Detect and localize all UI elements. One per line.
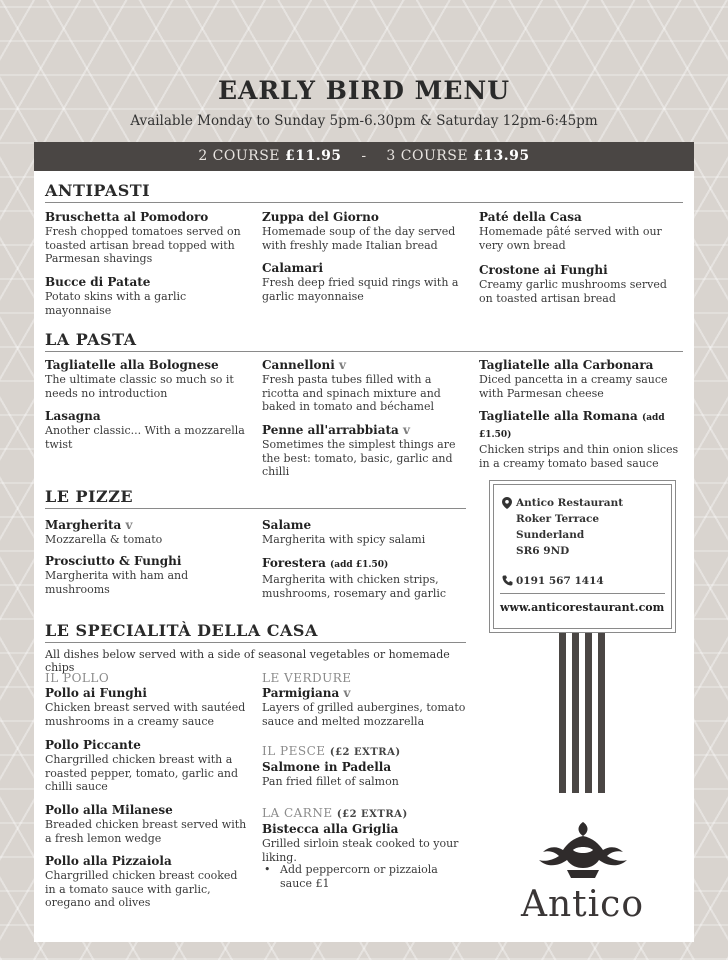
item-name-text: Tagliatelle alla Romana xyxy=(479,409,638,423)
menu-item xyxy=(45,409,250,451)
price-separator: - xyxy=(361,148,367,164)
address-postcode: SR6 9ND xyxy=(516,545,570,557)
item-name-text: Cannelloni xyxy=(262,358,335,372)
contact-divider xyxy=(500,593,665,594)
menu-item xyxy=(45,854,250,910)
item-desc: Diced pancetta in a creamy sauce with Parmesan cheese xyxy=(479,373,668,400)
item-desc: Fresh pasta tubes filled with a ricotta and spinach mixture and baked in tomato and béchamel xyxy=(262,373,441,413)
header xyxy=(0,0,728,142)
menu-item xyxy=(262,210,462,252)
item-desc: Mozzarella & tomato xyxy=(45,533,163,546)
verdure-subhead: LE VERDURE xyxy=(262,671,352,685)
bullet-dot: • xyxy=(264,863,271,876)
item-desc: Grilled sirloin steak cooked to your liking. xyxy=(262,837,459,864)
item-name: Pollo Piccante xyxy=(45,738,141,752)
menu-item xyxy=(45,210,250,266)
menu-item xyxy=(262,760,467,789)
sides-note: All dishes below served with a side of seasonal vegetables or homemade chips xyxy=(45,648,450,674)
pesce-extra: (£2 EXTRA) xyxy=(329,747,401,758)
item-desc: Chargrilled chicken breast with a roasted pepper, tomato, garlic and chilli sauce xyxy=(45,753,239,793)
item-name: Salmone in Padella xyxy=(262,760,392,774)
item-name: Crostone ai Funghi xyxy=(479,263,608,277)
stripe xyxy=(598,633,605,793)
item-name: Tagliatelle alla Carbonara xyxy=(479,358,654,372)
carne-addon-bullet xyxy=(262,863,462,890)
item-desc: Margherita with ham and mushrooms xyxy=(45,569,189,596)
item-name-text: Parmigiana xyxy=(262,686,340,700)
vegetarian-mark: v xyxy=(339,358,346,372)
menu-item xyxy=(262,686,467,728)
item-name: Pollo ai Funghi xyxy=(45,686,147,700)
two-course-label: 2 COURSE xyxy=(198,148,281,164)
item-name: Pollo alla Milanese xyxy=(45,803,173,817)
menu-subtitle: Available Monday to Sunday 5pm-6.30pm & Saturday 12pm-6:45pm xyxy=(130,113,598,129)
three-course-price: £13.95 xyxy=(473,148,530,164)
item-name: Salame xyxy=(262,518,312,532)
menu-item xyxy=(45,518,250,547)
pizze-heading: LE PIZZE xyxy=(45,487,466,509)
item-desc: Another classic... With a mozzarella twist xyxy=(45,424,245,451)
item-desc: Margherita with chicken strips, mushrooms, rosemary and garlic xyxy=(262,573,447,600)
menu-item xyxy=(479,358,684,400)
item-desc: The ultimate classic so much so it needs no introduction xyxy=(45,373,234,400)
item-desc: Chicken strips and thin onion slices in a creamy tomato based sauce xyxy=(479,443,679,470)
carne-extra: (£2 EXTRA) xyxy=(336,809,408,820)
location-pin-icon xyxy=(502,497,512,509)
specialita-heading: LE SPECIALITÀ DELLA CASA xyxy=(45,621,466,643)
item-name xyxy=(479,409,684,443)
item-name: Tagliatelle alla Bolognese xyxy=(45,358,219,372)
menu-item xyxy=(262,556,467,600)
item-desc: Sometimes the simplest things are the best: tomato, basic, garlic and chilli xyxy=(262,438,456,478)
decorative-stripes xyxy=(559,633,605,793)
menu-item xyxy=(262,423,467,479)
pesce-subhead xyxy=(262,744,401,758)
item-name: Bistecca alla Griglia xyxy=(262,822,399,836)
item-desc: Margherita with spicy salami xyxy=(262,533,426,546)
stripe xyxy=(585,633,592,793)
bullet-text: Add peppercorn or pizzaiola sauce £1 xyxy=(280,863,438,890)
item-name xyxy=(45,518,250,533)
item-desc: Fresh deep fried squid rings with a garlic mayonnaise xyxy=(262,276,459,303)
address-city: Sunderland xyxy=(516,529,585,541)
vegetarian-mark: v xyxy=(402,423,410,437)
three-course-label: 3 COURSE xyxy=(386,148,469,164)
item-name: Calamari xyxy=(262,261,324,275)
stripe xyxy=(572,633,579,793)
item-name: Bucce di Patate xyxy=(45,275,151,289)
two-course-price: £11.95 xyxy=(284,148,342,164)
item-desc: Potato skins with a garlic mayonnaise xyxy=(45,290,187,317)
antipasti-heading: ANTIPASTI xyxy=(45,181,683,203)
menu-item xyxy=(45,358,245,400)
contact-box xyxy=(489,480,676,633)
item-name: Pollo alla Pizzaiola xyxy=(45,854,172,868)
menu-item xyxy=(45,554,225,596)
menu-title: EARLY BIRD MENU xyxy=(217,76,511,105)
menu-item xyxy=(262,518,467,547)
menu-item xyxy=(479,409,684,470)
price-addon: (add £1.50) xyxy=(330,560,389,570)
item-desc: Chargrilled chicken breast cooked in a tomato sauce with garlic, oregano and olives xyxy=(45,869,238,909)
address-street: Roker Terrace xyxy=(516,513,600,525)
item-desc: Breaded chicken breast served with a fresh lemon wedge xyxy=(45,818,247,845)
menu-item xyxy=(479,263,684,305)
item-desc: Homemade soup of the day served with freshly made Italian bread xyxy=(262,225,456,252)
menu-item xyxy=(45,275,255,317)
item-desc: Pan fried fillet of salmon xyxy=(262,775,399,788)
item-desc: Creamy garlic mushrooms served on toasted artisan bread xyxy=(479,278,667,305)
menu-item xyxy=(45,803,255,845)
menu-item xyxy=(262,822,467,864)
vegetarian-mark: v xyxy=(343,686,351,700)
carne-subhead-text: LA CARNE xyxy=(262,806,333,820)
item-name xyxy=(262,556,467,573)
item-name-text: Margherita xyxy=(45,518,122,532)
pasta-heading: LA PASTA xyxy=(45,330,683,352)
menu-item xyxy=(45,738,245,794)
item-name: Lasagna xyxy=(45,409,101,423)
antico-crest-icon xyxy=(533,820,633,882)
menu-item xyxy=(479,210,684,252)
stripe xyxy=(559,633,566,793)
price-addon: (add £1.50) xyxy=(479,413,665,440)
item-name xyxy=(262,686,467,701)
item-desc: Fresh chopped tomatoes served on toasted artisan bread topped with Parmesan shavings xyxy=(45,225,241,265)
vegetarian-mark: v xyxy=(125,518,133,532)
phone-number: 0191 567 1414 xyxy=(516,575,604,587)
website-link[interactable]: www.anticorestaurant.com xyxy=(500,601,665,614)
pesce-subhead-text: IL PESCE xyxy=(262,744,326,758)
menu-item xyxy=(45,686,250,728)
item-name: Zuppa del Giorno xyxy=(262,210,379,224)
menu-item xyxy=(262,261,462,303)
item-name xyxy=(262,423,467,438)
item-name-text: Forestera xyxy=(262,556,326,570)
menu-item xyxy=(262,358,467,414)
pollo-subhead: IL POLLO xyxy=(45,671,110,685)
phone-icon xyxy=(502,575,513,586)
price-bar xyxy=(34,142,694,171)
item-desc: Chicken breast served with sautéed mushrooms in a creamy sauce xyxy=(45,701,246,728)
item-name: Bruschetta al Pomodoro xyxy=(45,210,209,224)
carne-subhead xyxy=(262,806,408,820)
item-name xyxy=(262,358,467,373)
antico-logo-text: Antico xyxy=(521,884,644,925)
item-name-text: Penne all'arrabbiata xyxy=(262,423,399,437)
item-desc: Layers of grilled aubergines, tomato sauce and melted mozzarella xyxy=(262,701,466,728)
restaurant-name: Antico Restaurant xyxy=(516,497,624,509)
item-name: Paté della Casa xyxy=(479,210,582,224)
item-desc: Homemade pâté served with our very own bread xyxy=(479,225,662,252)
item-name: Prosciutto & Funghi xyxy=(45,554,182,568)
